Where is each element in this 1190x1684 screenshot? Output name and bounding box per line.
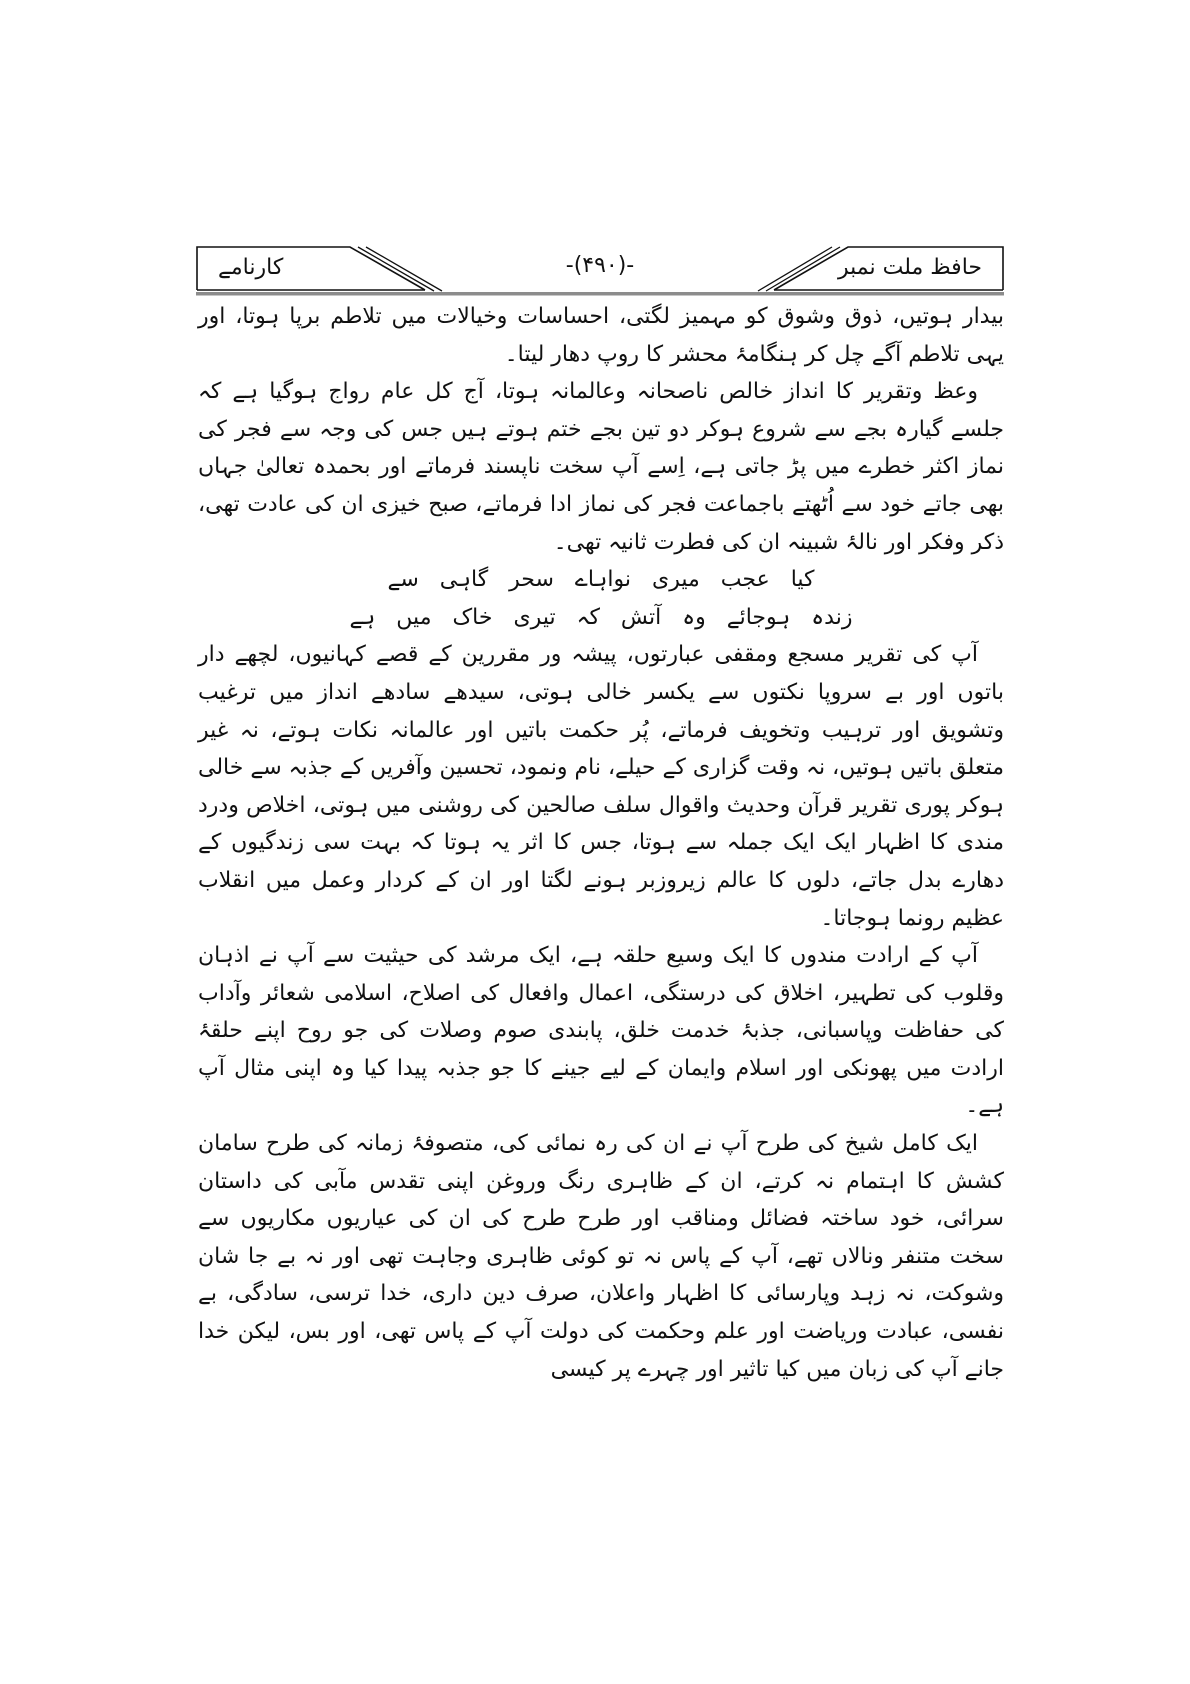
header-section-title: کارنامے [218,255,284,280]
paragraph: ایک کامل شیخ کی طرح آپ نے ان کی رہ نمائی کی، متصوفۂ زمانہ کی طرح سامان کشش کا اہتمام نہ کرتے، ان کے ظاہری رنگ وروغن اپنی تقدس مآبی کی داستان سرائی، خود ساختہ فضائل ومناقب اور طرح طرح کی ان کی عیاریوں مکاریوں سے سخت متنفر ونالاں تھے، آپ کے پاس نہ تو کوئی ظاہری وجاہت تھی اور نہ بے جا شان وشوکت، نہ زہد وپارسائی کا اظہار واعلان، صرف دین داری، خدا ترسی، سادگی، بے نفسی، عبادت وریاضت اور علم وحکمت کی دولت آپ کے پاس تھی، اور بس، لیکن خدا جانے آپ کی زبان میں کیا تاثیر اور چہرے پر کیسی [198,1131,1004,1382]
paragraph: آپ کے ارادت مندوں کا ایک وسیع حلقہ ہے، ایک مرشد کی حیثیت سے آپ نے اذہان وقلوب کی تطہیر، اخلاق کی درستگی، اعمال وافعال کی اصلاح، اسلامی شعائر وآداب کی حفاظت وپاسبانی، جذبۂ خدمت خلق، پابندی صوم وصلات کی جو روح اپنے حلقۂ ارادت میں پھونکی اور اسلام وایمان کے لیے جینے کا جو جذبہ پیدا کیا وہ اپنی مثال آپ ہے۔ [198,943,1004,1119]
page-number: -(۴۹۰)- [565,253,635,278]
page-header [196,245,1004,297]
header-publication-title: حافظ ملت نمبر [838,255,982,280]
verse-line: زندہ ہوجائے وہ آتش کہ تیری خاک میں ہے [349,604,853,630]
paragraph: آپ کی تقریر مسجع ومقفی عبارتوں، پیشہ ور مقررین کے قصے کہانیوں، لچھے دار باتوں اور بے سروپا نکتوں سے یکسر خالی ہوتی، سیدھے سادھے انداز میں ترغیب وتشویق اور ترہیب وتخویف فرماتے، پُر حکمت باتیں اور عالمانہ نکات ہوتے، نہ غیر متعلق باتیں ہوتیں، نہ وقت گزاری کے حیلے، نام ونمود، تحسین وآفریں کے جذبہ سے خالی ہوکر پوری تقریر قرآن وحدیث واقوال سلف صالحین کی روشنی میں ہوتی، اخلاص ودرد مندی کا اظہار ایک ایک جملہ سے ہوتا، جس کا اثر یہ ہوتا کہ بہت سی زندگیوں کے دھارے بدل جاتے، دلوں کا عالم زیروزبر ہونے لگتا اور ان کے کردار وعمل میں انقلاب عظیم رونما ہوجاتا۔ [198,642,1004,931]
verse-line: کیا عجب میری نواہاے سحر گاہی سے [387,567,815,593]
paragraph: بیدار ہوتیں، ذوق وشوق کو مہمیز لگتی، احساسات وخیالات میں تلاطم برپا ہوتا، اور یہی تلاطم آگے چل کر ہنگامۂ محشر کا روپ دھار لیتا۔ [198,304,1004,367]
body-text [198,298,1004,1388]
paragraph: وعظ وتقریر کا انداز خالص ناصحانہ وعالمانہ ہوتا، آج کل عام رواج ہوگیا ہے کہ جلسے گیارہ بجے سے شروع ہوکر دو تین بجے ختم ہوتے ہیں جس کی وجہ سے فجر کی نماز اکثر خطرے میں پڑ جاتی ہے، اِسے آپ سخت ناپسند فرماتے اور بحمدہ تعالیٰ جہاں بھی جاتے خود سے اُٹھتے باجماعت فجر کی نماز ادا فرماتے، صبح خیزی ان کی عادت تھی، ذکر وفکر اور نالۂ شبینہ ان کی فطرت ثانیہ تھی۔ [198,379,1004,555]
